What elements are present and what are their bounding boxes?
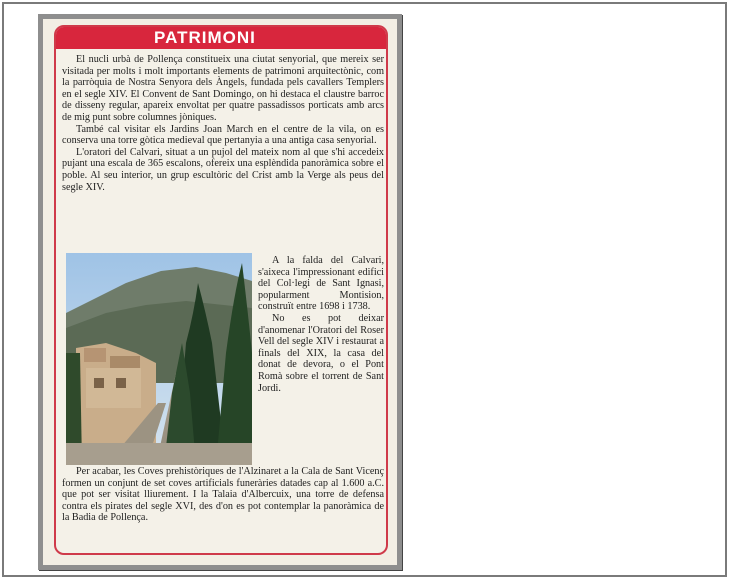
article-body-bottom xyxy=(62,466,384,524)
photo-illustration xyxy=(66,253,252,465)
paragraph: A la falda del Calvari, s'aixeca l'impressionant edifici del Col·legi de Sant Ignasi, popularment Montision, construït entre 1698 i 1738. xyxy=(258,255,384,313)
paragraph: També cal visitar els Jardins Joan March en el centre de la vila, on es conserva una torre gòtica medieval que pertanyia a una antiga casa senyorial. xyxy=(62,123,384,147)
article-title: PATRIMONI xyxy=(56,27,386,49)
photo-calvari-stairs xyxy=(66,253,252,465)
paragraph: Per acabar, les Coves prehistòriques de l'Alzinaret a la Cala de Sant Vicenç formen un conjunt de set coves artificials funeràries datades cap al 1.600 a.C. que pot ser visitat lliurement. I la Talaia d'Albercuix, una torre de defensa contra els pirates del segle XVI, des d'on es pot contemplar la panoràmica de la Badia de Pollença. xyxy=(62,466,384,524)
article-body-top xyxy=(62,54,384,193)
article-card xyxy=(54,25,388,555)
newspaper-clipping xyxy=(43,19,397,565)
paragraph: L'oratori del Calvari, situat a un pujol del mateix nom al que s'hi accedeix pujant una escala de 365 escalons, ofereix una esplèndida panoràmica sobre el poble. Al seu interior, un grup escultòric del Crist amb la Verge als peus del segle XIV. xyxy=(62,146,384,193)
paragraph: No es pot deixar d'anomenar l'Oratori del Roser Vell del segle XIV i restaurat a finals del XIX, la casa del donat de devora, o el Pont Romà sobre el torrent de Sant Jordi. xyxy=(258,312,384,394)
paragraph: El nucli urbà de Pollença constitueix una ciutat senyorial, que mereix ser visitada per molts i molt importants elements de patrimoni arquitectònic, com la parròquia de Nostra Senyora dels Àngels, fundada pels cavallers Templers en el segle XIV. El Convent de Sant Domingo, on hi destaca el claustre barroc de disseny regular, apareix envoltat per quatre passadissos porticats amb arcs de mig punt sobre columnes jòniques. xyxy=(62,54,384,123)
article-body-right xyxy=(258,255,384,394)
